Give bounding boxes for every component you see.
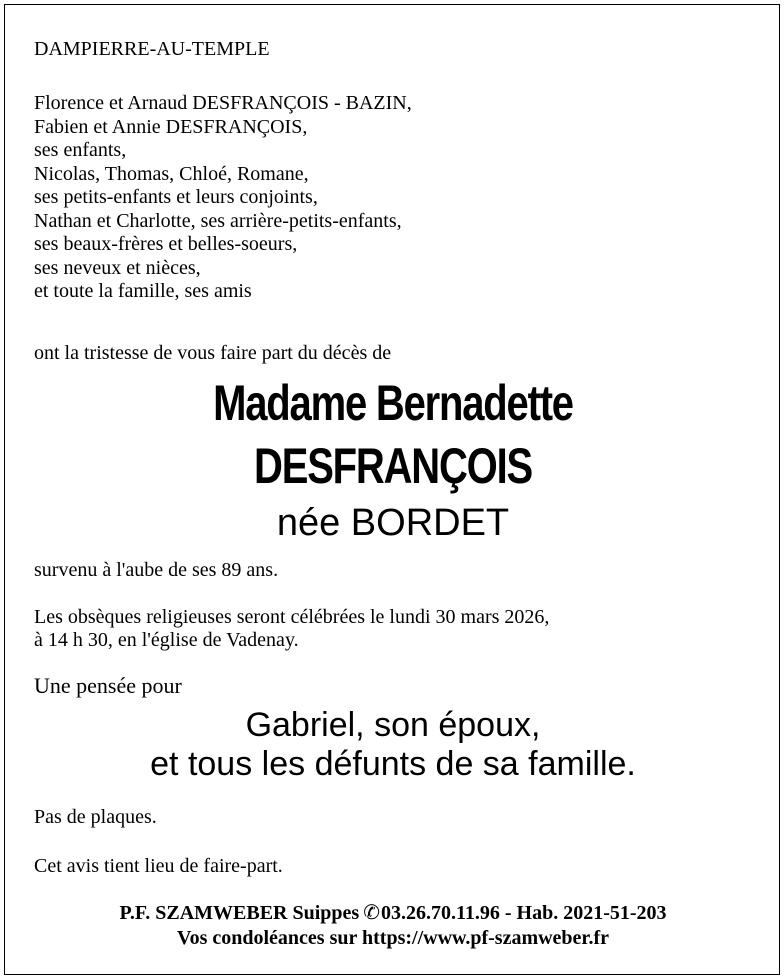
thought-intro: Une pensée pour [34, 673, 182, 698]
funeral-line: Les obsèques religieuses seront célébrées le lundi 30 mars 2026, [34, 606, 550, 628]
family-line: Fabien et Annie DESFRANÇOIS, [34, 115, 308, 138]
remembered-line: et tous les défunts de sa famille. [150, 745, 636, 783]
family-line: ses beaux-frères et belles-soeurs, [34, 233, 298, 255]
funeral-home-name: P.F. SZAMWEBER Suippes [119, 902, 360, 924]
notice-text: Cet avis tient lieu de faire-part. [34, 855, 283, 877]
obituary-notice [4, 4, 780, 975]
phone-and-license: 03.26.70.11.96 - Hab. 2021-51-203 [380, 902, 667, 924]
family-line: ses petits-enfants et leurs conjoints, [34, 186, 318, 208]
plaques-note: Pas de plaques. [34, 806, 157, 828]
telephone-icon: ✆ [363, 902, 380, 924]
funeral-home-footer [5, 901, 781, 951]
family-line: Nathan et Charlotte, ses arrière-petits-enfants, [34, 209, 402, 232]
family-list [34, 92, 412, 304]
remembered-people [5, 706, 781, 784]
family-line: et toute la famille, ses amis [34, 280, 252, 302]
condolences-link[interactable]: Vos condoléances sur https://www.pf-szamweber.fr [176, 927, 610, 949]
age-text: survenu à l'aube de ses 89 ans. [34, 559, 279, 581]
remembered-line: Gabriel, son époux, [245, 706, 541, 744]
funeral-details [34, 606, 549, 652]
deceased-surname: DESFRANÇOIS [254, 438, 532, 494]
family-line: ses enfants, [34, 139, 127, 161]
maiden-name: née BORDET [276, 502, 510, 544]
deceased-name-line-1: Madame Bernadette [213, 375, 573, 431]
town-name: DAMPIERRE-AU-TEMPLE [34, 38, 270, 60]
funeral-line: à 14 h 30, en l'église de Vadenay. [34, 629, 299, 651]
family-line: ses neveux et nièces, [34, 256, 201, 279]
funeral-home-contact [5, 901, 781, 926]
family-line: Florence et Arnaud DESFRANÇOIS - BAZIN, [34, 92, 412, 114]
announcement-intro: ont la tristesse de vous faire part du décès de [34, 342, 392, 364]
family-line: Nicolas, Thomas, Chloé, Romane, [34, 162, 309, 185]
